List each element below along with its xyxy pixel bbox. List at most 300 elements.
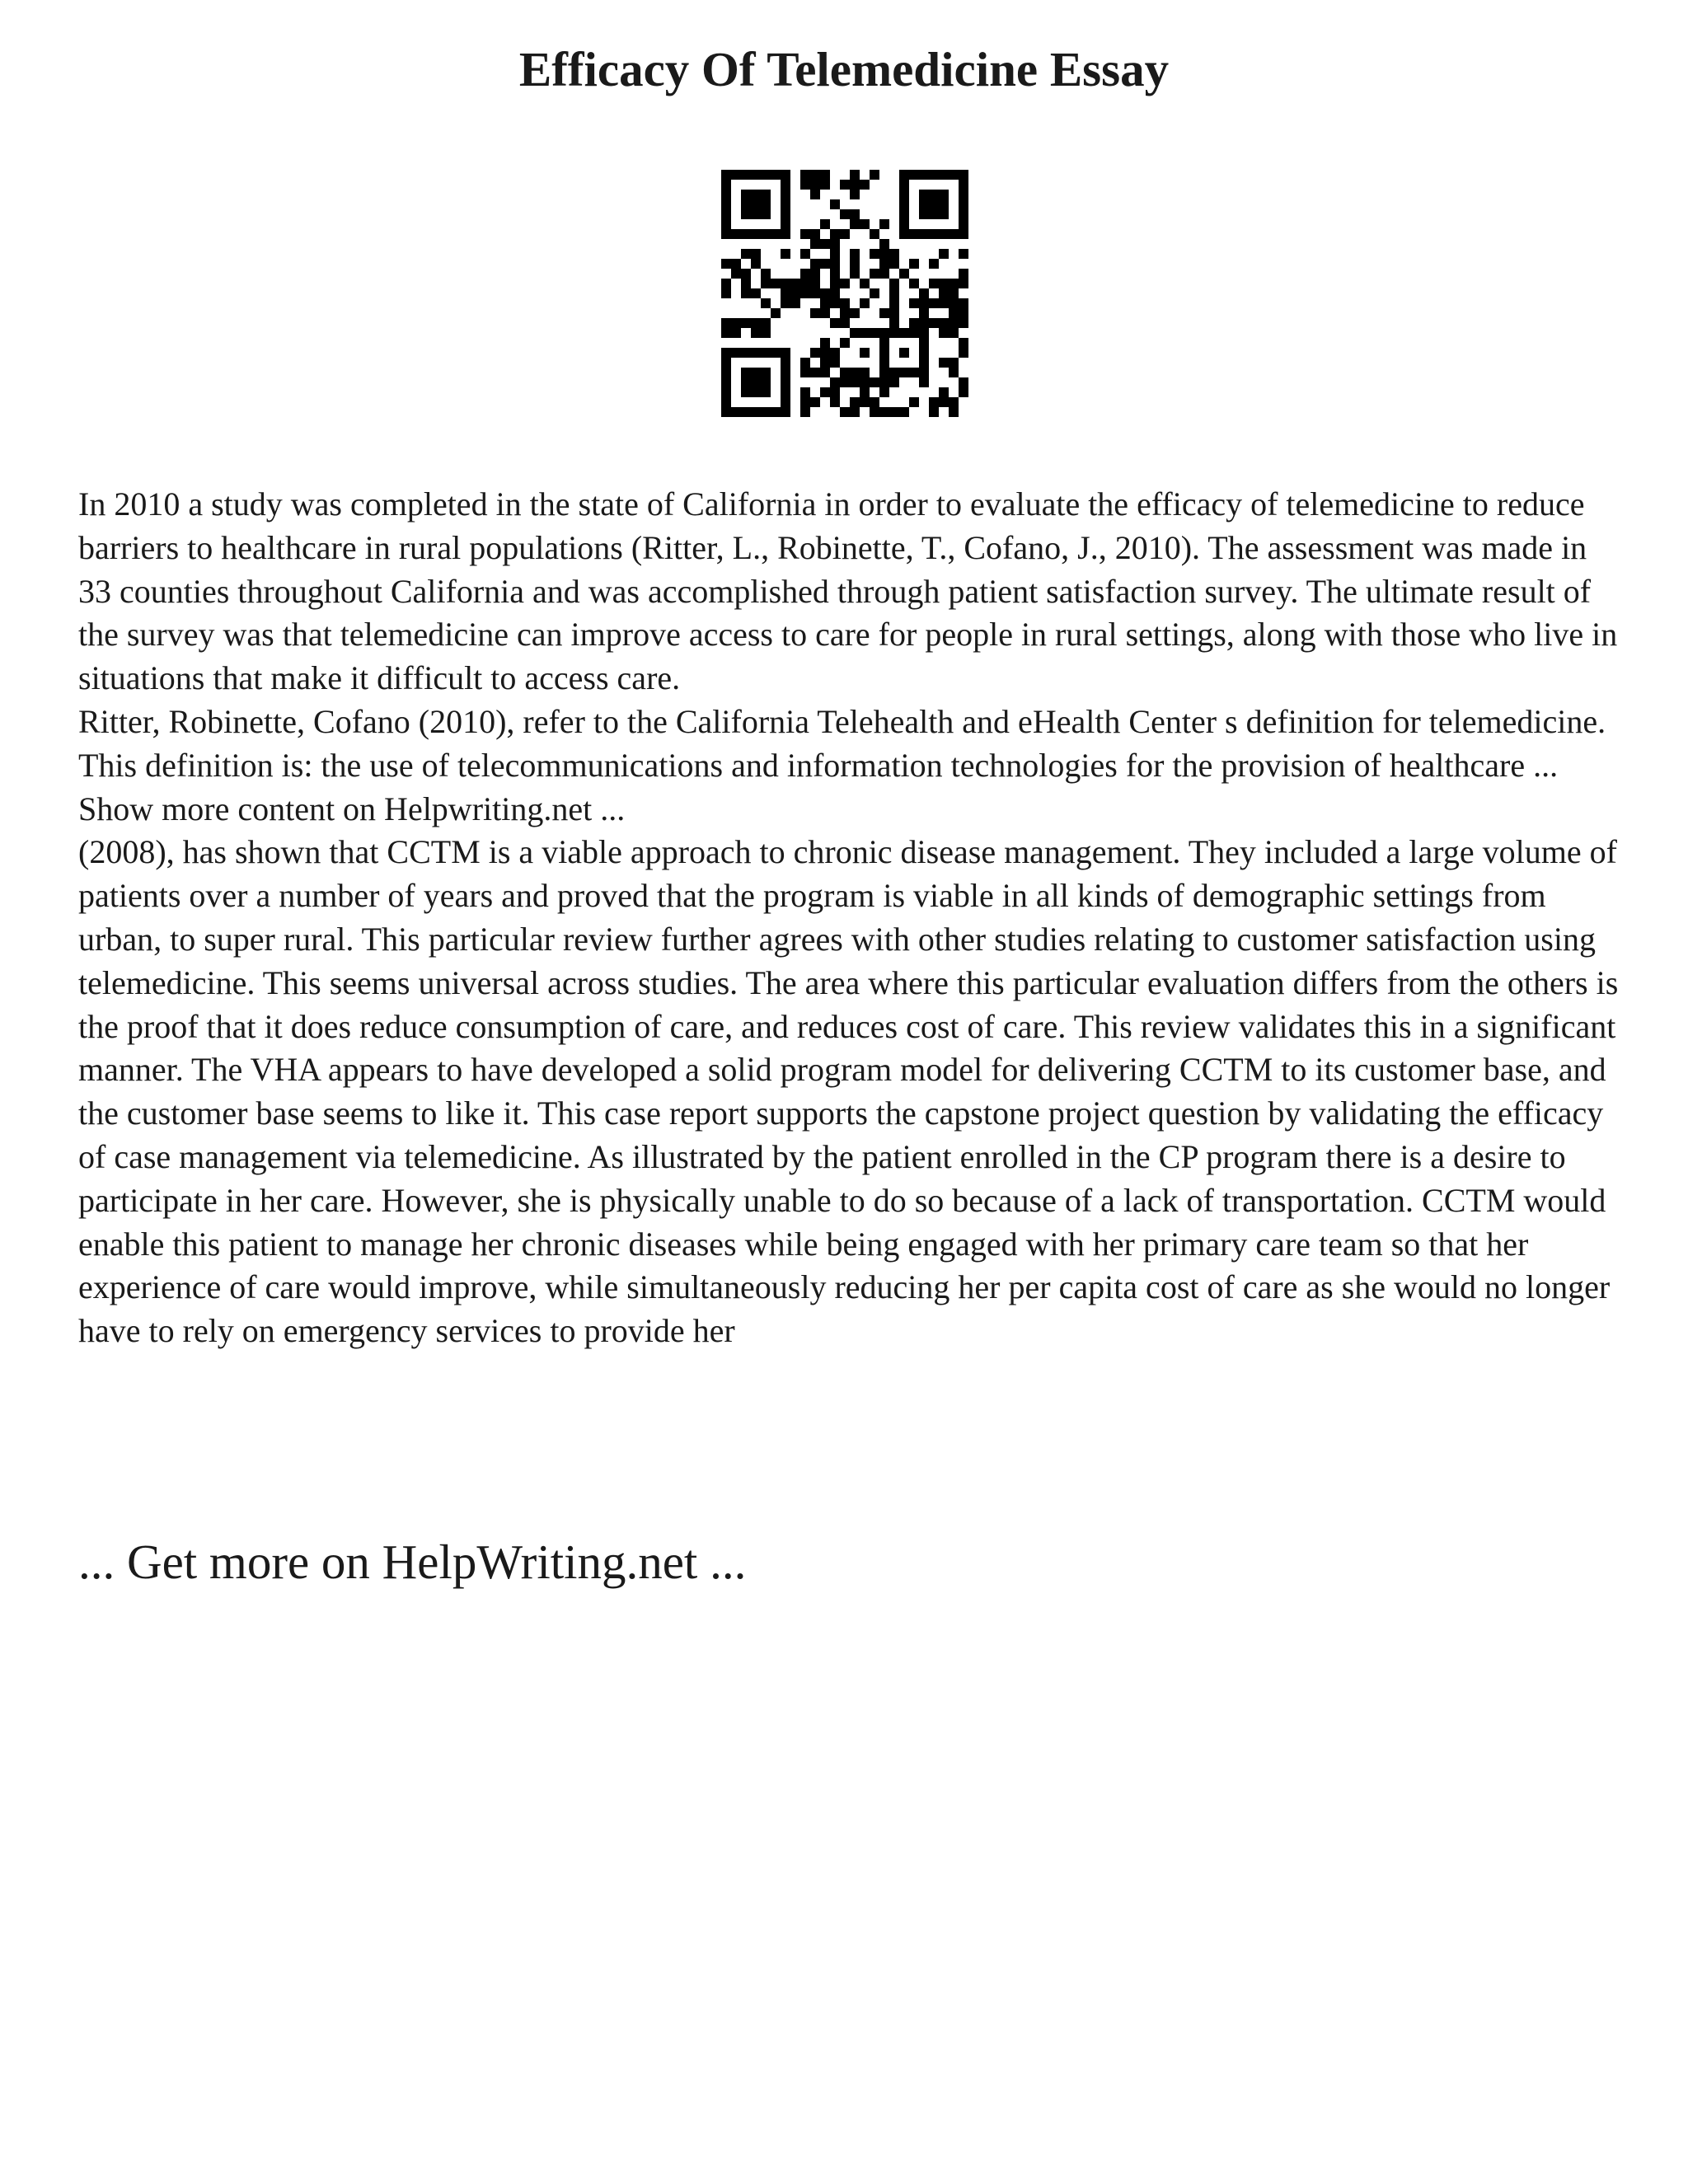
qr-module: [781, 180, 790, 190]
qr-module: [810, 308, 820, 318]
qr-module: [820, 308, 830, 318]
qr-module: [741, 269, 751, 279]
qr-module: [879, 387, 889, 397]
qr-module: [949, 308, 959, 318]
qr-module: [810, 170, 820, 180]
qr-module: [939, 397, 949, 407]
qr-module: [830, 249, 840, 259]
qr-module: [830, 269, 840, 279]
qr-module: [870, 397, 879, 407]
qr-module: [889, 298, 899, 308]
qr-module: [870, 170, 879, 180]
qr-module: [771, 229, 781, 239]
qr-module: [800, 249, 810, 259]
qr-module: [820, 338, 830, 348]
qr-module: [929, 170, 939, 180]
qr-module: [959, 377, 968, 387]
qr-module: [830, 199, 840, 209]
qr-module: [781, 288, 790, 298]
qr-module: [870, 269, 879, 279]
qr-module: [840, 308, 850, 318]
qr-module: [761, 377, 771, 387]
qr-module: [939, 249, 949, 259]
qr-module: [959, 209, 968, 219]
qr-module: [721, 397, 731, 407]
qr-module: [800, 288, 810, 298]
qr-module: [860, 180, 870, 190]
qr-module: [899, 328, 909, 338]
qr-module: [741, 209, 751, 219]
qr-module: [741, 348, 751, 358]
qr-module: [860, 368, 870, 377]
qr-module: [751, 190, 761, 199]
qr-module: [781, 219, 790, 229]
qr-module: [919, 318, 929, 328]
qr-module: [959, 229, 968, 239]
get-more-link[interactable]: ... Get more on HelpWriting.net ...: [78, 1535, 747, 1589]
qr-module: [889, 377, 899, 387]
qr-module: [959, 348, 968, 358]
qr-module: [741, 407, 751, 417]
qr-module: [889, 259, 899, 269]
qr-module: [949, 279, 959, 288]
qr-module: [810, 279, 820, 288]
qr-module: [741, 229, 751, 239]
qr-module: [879, 269, 889, 279]
qr-module: [830, 377, 840, 387]
qr-module: [761, 199, 771, 209]
qr-module: [761, 279, 771, 288]
qr-module: [899, 199, 909, 209]
qr-module: [820, 387, 830, 397]
qr-module: [860, 279, 870, 288]
qr-module: [721, 407, 731, 417]
qr-module: [919, 358, 929, 368]
qr-module: [939, 190, 949, 199]
qr-module: [949, 358, 959, 368]
qr-module: [721, 199, 731, 209]
qr-module: [929, 229, 939, 239]
qr-module: [800, 397, 810, 407]
qr-module: [850, 368, 860, 377]
qr-module: [889, 407, 899, 417]
qr-module: [830, 397, 840, 407]
qr-module: [919, 338, 929, 348]
qr-module: [761, 229, 771, 239]
qr-module: [781, 387, 790, 397]
qr-module: [820, 180, 830, 190]
qr-module: [899, 229, 909, 239]
qr-module: [751, 377, 761, 387]
qr-module: [939, 170, 949, 180]
qr-module: [899, 368, 909, 377]
qr-module: [870, 229, 879, 239]
qr-module: [899, 190, 909, 199]
qr-module: [840, 368, 850, 377]
qr-module: [721, 358, 731, 368]
qr-module: [929, 279, 939, 288]
qr-module: [870, 377, 879, 387]
qr-module: [781, 377, 790, 387]
qr-module: [781, 358, 790, 368]
qr-module: [751, 259, 761, 269]
qr-module: [820, 288, 830, 298]
qr-module: [781, 397, 790, 407]
qr-module: [889, 368, 899, 377]
qr-module: [879, 249, 889, 259]
qr-module: [771, 279, 781, 288]
qr-module: [909, 318, 919, 328]
essay-paragraph-3: (2008), has shown that CCTM is a viable approach to chronic disease management. They included a large volume of patients over a number of years and proved that the program is viable in all kinds of demographic settings from urban, to super rural. This particular review further agrees with other studies relating to customer satisfaction using telemedicine. This seems universal across studies. The area where this particular evaluation differs from the others is the proof that it does reduce consumption of care, and reduces cost of care. This review validates this in a significant manner. The VHA appears to have developed a solid program model for delivering CCTM to its customer base, and the customer base seems to like it. This case report supports the capstone project question by validating the efficacy of case management via telemedicine. As illustrated by the patient enrolled in the CP program there is a desire to participate in her care. However, she is physically unable to do so because of a lack of transportation. CCTM would enable this patient to manage her chronic diseases while being engaged with her primary care team so that her experience of care would improve, while simultaneously reducing her per capita cost of care as she would no longer have to rely on emergency services to provide her: [78, 833, 1619, 1350]
qr-module: [790, 288, 800, 298]
qr-module: [830, 288, 840, 298]
qr-module: [899, 180, 909, 190]
qr-module: [959, 338, 968, 348]
qr-module: [909, 397, 919, 407]
qr-module: [860, 298, 870, 308]
qr-module: [879, 377, 889, 387]
qr-module: [939, 229, 949, 239]
qr-module: [800, 229, 810, 239]
qr-module: [800, 279, 810, 288]
qr-module: [761, 368, 771, 377]
qr-module: [741, 279, 751, 288]
qr-module: [879, 239, 889, 249]
qr-module: [751, 407, 761, 417]
qr-module: [721, 328, 731, 338]
qr-module: [721, 318, 731, 328]
qr-module: [751, 348, 761, 358]
qr-module: [830, 259, 840, 269]
qr-module: [919, 368, 929, 377]
qr-module: [721, 279, 731, 288]
qr-module: [850, 269, 860, 279]
qr-module: [919, 209, 929, 219]
qr-module: [939, 387, 949, 397]
qr-module: [840, 407, 850, 417]
qr-module: [949, 407, 959, 417]
qr-module: [721, 387, 731, 397]
qr-module: [929, 407, 939, 417]
qr-module: [810, 229, 820, 239]
qr-module: [721, 288, 731, 298]
qr-module: [741, 387, 751, 397]
qr-module: [949, 170, 959, 180]
qr-module: [741, 368, 751, 377]
qr-module: [860, 387, 870, 397]
qr-module: [810, 180, 820, 190]
qr-module: [731, 407, 741, 417]
qr-module: [919, 229, 929, 239]
qr-module: [899, 219, 909, 229]
qr-module: [919, 328, 929, 338]
qr-module: [731, 318, 741, 328]
qr-module: [959, 190, 968, 199]
qr-module: [860, 377, 870, 387]
qr-module: [830, 358, 840, 368]
qr-module: [761, 348, 771, 358]
qr-module: [830, 239, 840, 249]
qr-module: [761, 318, 771, 328]
qr-module: [909, 279, 919, 288]
qr-module: [810, 239, 820, 249]
qr-module: [929, 209, 939, 219]
qr-module: [820, 170, 830, 180]
qr-module: [949, 397, 959, 407]
qr-module: [751, 209, 761, 219]
qr-module: [919, 298, 929, 308]
qr-module: [899, 209, 909, 219]
qr-module: [919, 308, 929, 318]
qr-module: [889, 328, 899, 338]
qr-module: [771, 348, 781, 358]
qr-module: [879, 259, 889, 269]
qr-module: [800, 358, 810, 368]
qr-module: [959, 387, 968, 397]
qr-module: [731, 229, 741, 239]
qr-module: [761, 190, 771, 199]
qr-module: [939, 298, 949, 308]
qr-module: [830, 279, 840, 288]
qr-module: [800, 387, 810, 397]
qr-module: [860, 219, 870, 229]
qr-module: [751, 328, 761, 338]
qr-module: [820, 259, 830, 269]
qr-module: [959, 180, 968, 190]
qr-module: [899, 348, 909, 358]
qr-module: [721, 368, 731, 377]
qr-module: [850, 407, 860, 417]
qr-module: [810, 269, 820, 279]
qr-module: [850, 209, 860, 219]
qr-module: [721, 377, 731, 387]
qr-module: [781, 298, 790, 308]
qr-module: [830, 348, 840, 358]
qr-code-icon[interactable]: [721, 170, 968, 417]
qr-module: [959, 170, 968, 180]
qr-module: [850, 259, 860, 269]
qr-module: [879, 368, 889, 377]
qr-module: [800, 368, 810, 377]
qr-module: [751, 368, 761, 377]
qr-module: [830, 387, 840, 397]
qr-module: [790, 279, 800, 288]
qr-module: [840, 180, 850, 190]
qr-module: [830, 229, 840, 239]
qr-module: [840, 298, 850, 308]
qr-module: [741, 249, 751, 259]
qr-module: [889, 308, 899, 318]
qr-module: [949, 368, 959, 377]
qr-module: [781, 209, 790, 219]
qr-module: [810, 288, 820, 298]
qr-module: [929, 259, 939, 269]
qr-module: [800, 407, 810, 417]
qr-module: [820, 298, 830, 308]
qr-module: [731, 328, 741, 338]
qr-module: [810, 368, 820, 377]
qr-code-graphic: [721, 170, 968, 417]
qr-module: [939, 199, 949, 209]
qr-module: [850, 377, 860, 387]
qr-module: [800, 170, 810, 180]
qr-module: [909, 298, 919, 308]
qr-module: [721, 170, 731, 180]
qr-module: [840, 318, 850, 328]
qr-module: [761, 407, 771, 417]
qr-module: [781, 279, 790, 288]
qr-module: [889, 279, 899, 288]
qr-module: [879, 328, 889, 338]
qr-module: [761, 328, 771, 338]
qr-module: [830, 298, 840, 308]
qr-module: [959, 269, 968, 279]
qr-module: [741, 318, 751, 328]
qr-module: [850, 308, 860, 318]
qr-module: [919, 377, 929, 387]
qr-module: [870, 328, 879, 338]
qr-module: [949, 298, 959, 308]
qr-module: [721, 209, 731, 219]
qr-module: [810, 259, 820, 269]
qr-module: [850, 219, 860, 229]
qr-module: [771, 407, 781, 417]
qr-module: [781, 170, 790, 180]
qr-module: [939, 209, 949, 219]
qr-module: [781, 348, 790, 358]
qr-module: [949, 229, 959, 239]
qr-module: [919, 190, 929, 199]
qr-module: [781, 199, 790, 209]
qr-module: [959, 249, 968, 259]
qr-module: [879, 407, 889, 417]
qr-module: [771, 170, 781, 180]
qr-module: [899, 170, 909, 180]
qr-module: [781, 190, 790, 199]
qr-module: [810, 190, 820, 199]
qr-module: [781, 407, 790, 417]
page-title: Efficacy Of Telemedicine Essay: [518, 42, 1170, 96]
qr-module: [870, 288, 879, 298]
qr-module: [860, 328, 870, 338]
qr-module: [820, 219, 830, 229]
qr-module: [949, 318, 959, 328]
qr-module: [820, 348, 830, 358]
qr-module: [721, 259, 731, 269]
qr-module: [909, 368, 919, 377]
qr-module: [840, 279, 850, 288]
qr-module: [860, 397, 870, 407]
qr-module: [761, 170, 771, 180]
qr-module: [919, 348, 929, 358]
qr-module: [899, 269, 909, 279]
qr-module: [790, 298, 800, 308]
qr-module: [850, 249, 860, 259]
essay-paragraph-2: Ritter, Robinette, Cofano (2010), refer to the California Telehealth and eHealth Center s definition for telemedicine. This definition is: the use of telecommunications and information technologies for the provision of healthcare ... Show more content on Helpwriting.net ...: [78, 702, 1606, 827]
qr-module: [909, 229, 919, 239]
qr-module: [840, 209, 850, 219]
qr-module: [741, 170, 751, 180]
qr-module: [721, 180, 731, 190]
qr-module: [731, 348, 741, 358]
qr-module: [721, 348, 731, 358]
qr-module: [919, 288, 929, 298]
qr-module: [929, 318, 939, 328]
qr-module: [860, 348, 870, 358]
qr-module: [721, 190, 731, 199]
qr-module: [879, 348, 889, 358]
qr-module: [959, 318, 968, 328]
qr-module: [781, 249, 790, 259]
qr-module: [731, 259, 741, 269]
qr-module: [781, 229, 790, 239]
qr-module: [909, 170, 919, 180]
qr-module: [949, 288, 959, 298]
qr-module: [800, 180, 810, 190]
qr-module: [721, 219, 731, 229]
qr-module: [889, 288, 899, 298]
qr-module: [781, 368, 790, 377]
qr-module: [939, 288, 949, 298]
qr-module: [879, 358, 889, 368]
qr-module: [919, 199, 929, 209]
qr-module: [741, 377, 751, 387]
essay-body: [78, 483, 1628, 1353]
qr-module: [850, 180, 860, 190]
qr-module: [850, 170, 860, 180]
qr-module: [939, 279, 949, 288]
qr-module: [870, 407, 879, 417]
qr-module: [741, 199, 751, 209]
qr-module: [751, 318, 761, 328]
qr-module: [751, 288, 761, 298]
qr-module: [741, 288, 751, 298]
essay-paragraph-1: In 2010 a study was completed in the state of California in order to evaluate the efficacy of telemedicine to reduce barriers to healthcare in rural populations (Ritter, L., Robinette, T., Cofano, J., 2010). The assessment was made in 33 counties throughout California and was accomplished through patient satisfaction survey. The ultimate result of the survey was that telemedicine can improve access to care for people in rural settings, along with those who live in situations that make it difficult to access care.: [78, 485, 1618, 697]
qr-module: [820, 358, 830, 368]
qr-module: [879, 308, 889, 318]
qr-module: [850, 190, 860, 199]
qr-module: [721, 229, 731, 239]
qr-module: [929, 397, 939, 407]
qr-module: [820, 239, 830, 249]
qr-module: [761, 269, 771, 279]
qr-module: [909, 328, 919, 338]
qr-module: [899, 407, 909, 417]
qr-module: [761, 209, 771, 219]
qr-module: [731, 170, 741, 180]
qr-module: [751, 229, 761, 239]
qr-module: [820, 368, 830, 377]
qr-module: [741, 190, 751, 199]
qr-module: [959, 308, 968, 318]
qr-module: [879, 219, 889, 229]
qr-module: [889, 318, 899, 328]
qr-module: [830, 318, 840, 328]
qr-module: [810, 348, 820, 358]
qr-module: [939, 318, 949, 328]
qr-module: [731, 269, 741, 279]
qr-module: [751, 387, 761, 397]
qr-module: [929, 190, 939, 199]
qr-module: [959, 279, 968, 288]
qr-module: [919, 170, 929, 180]
qr-module: [761, 298, 771, 308]
qr-module: [800, 269, 810, 279]
qr-module: [751, 199, 761, 209]
qr-module: [939, 358, 949, 368]
qr-module: [929, 199, 939, 209]
qr-module: [850, 397, 860, 407]
